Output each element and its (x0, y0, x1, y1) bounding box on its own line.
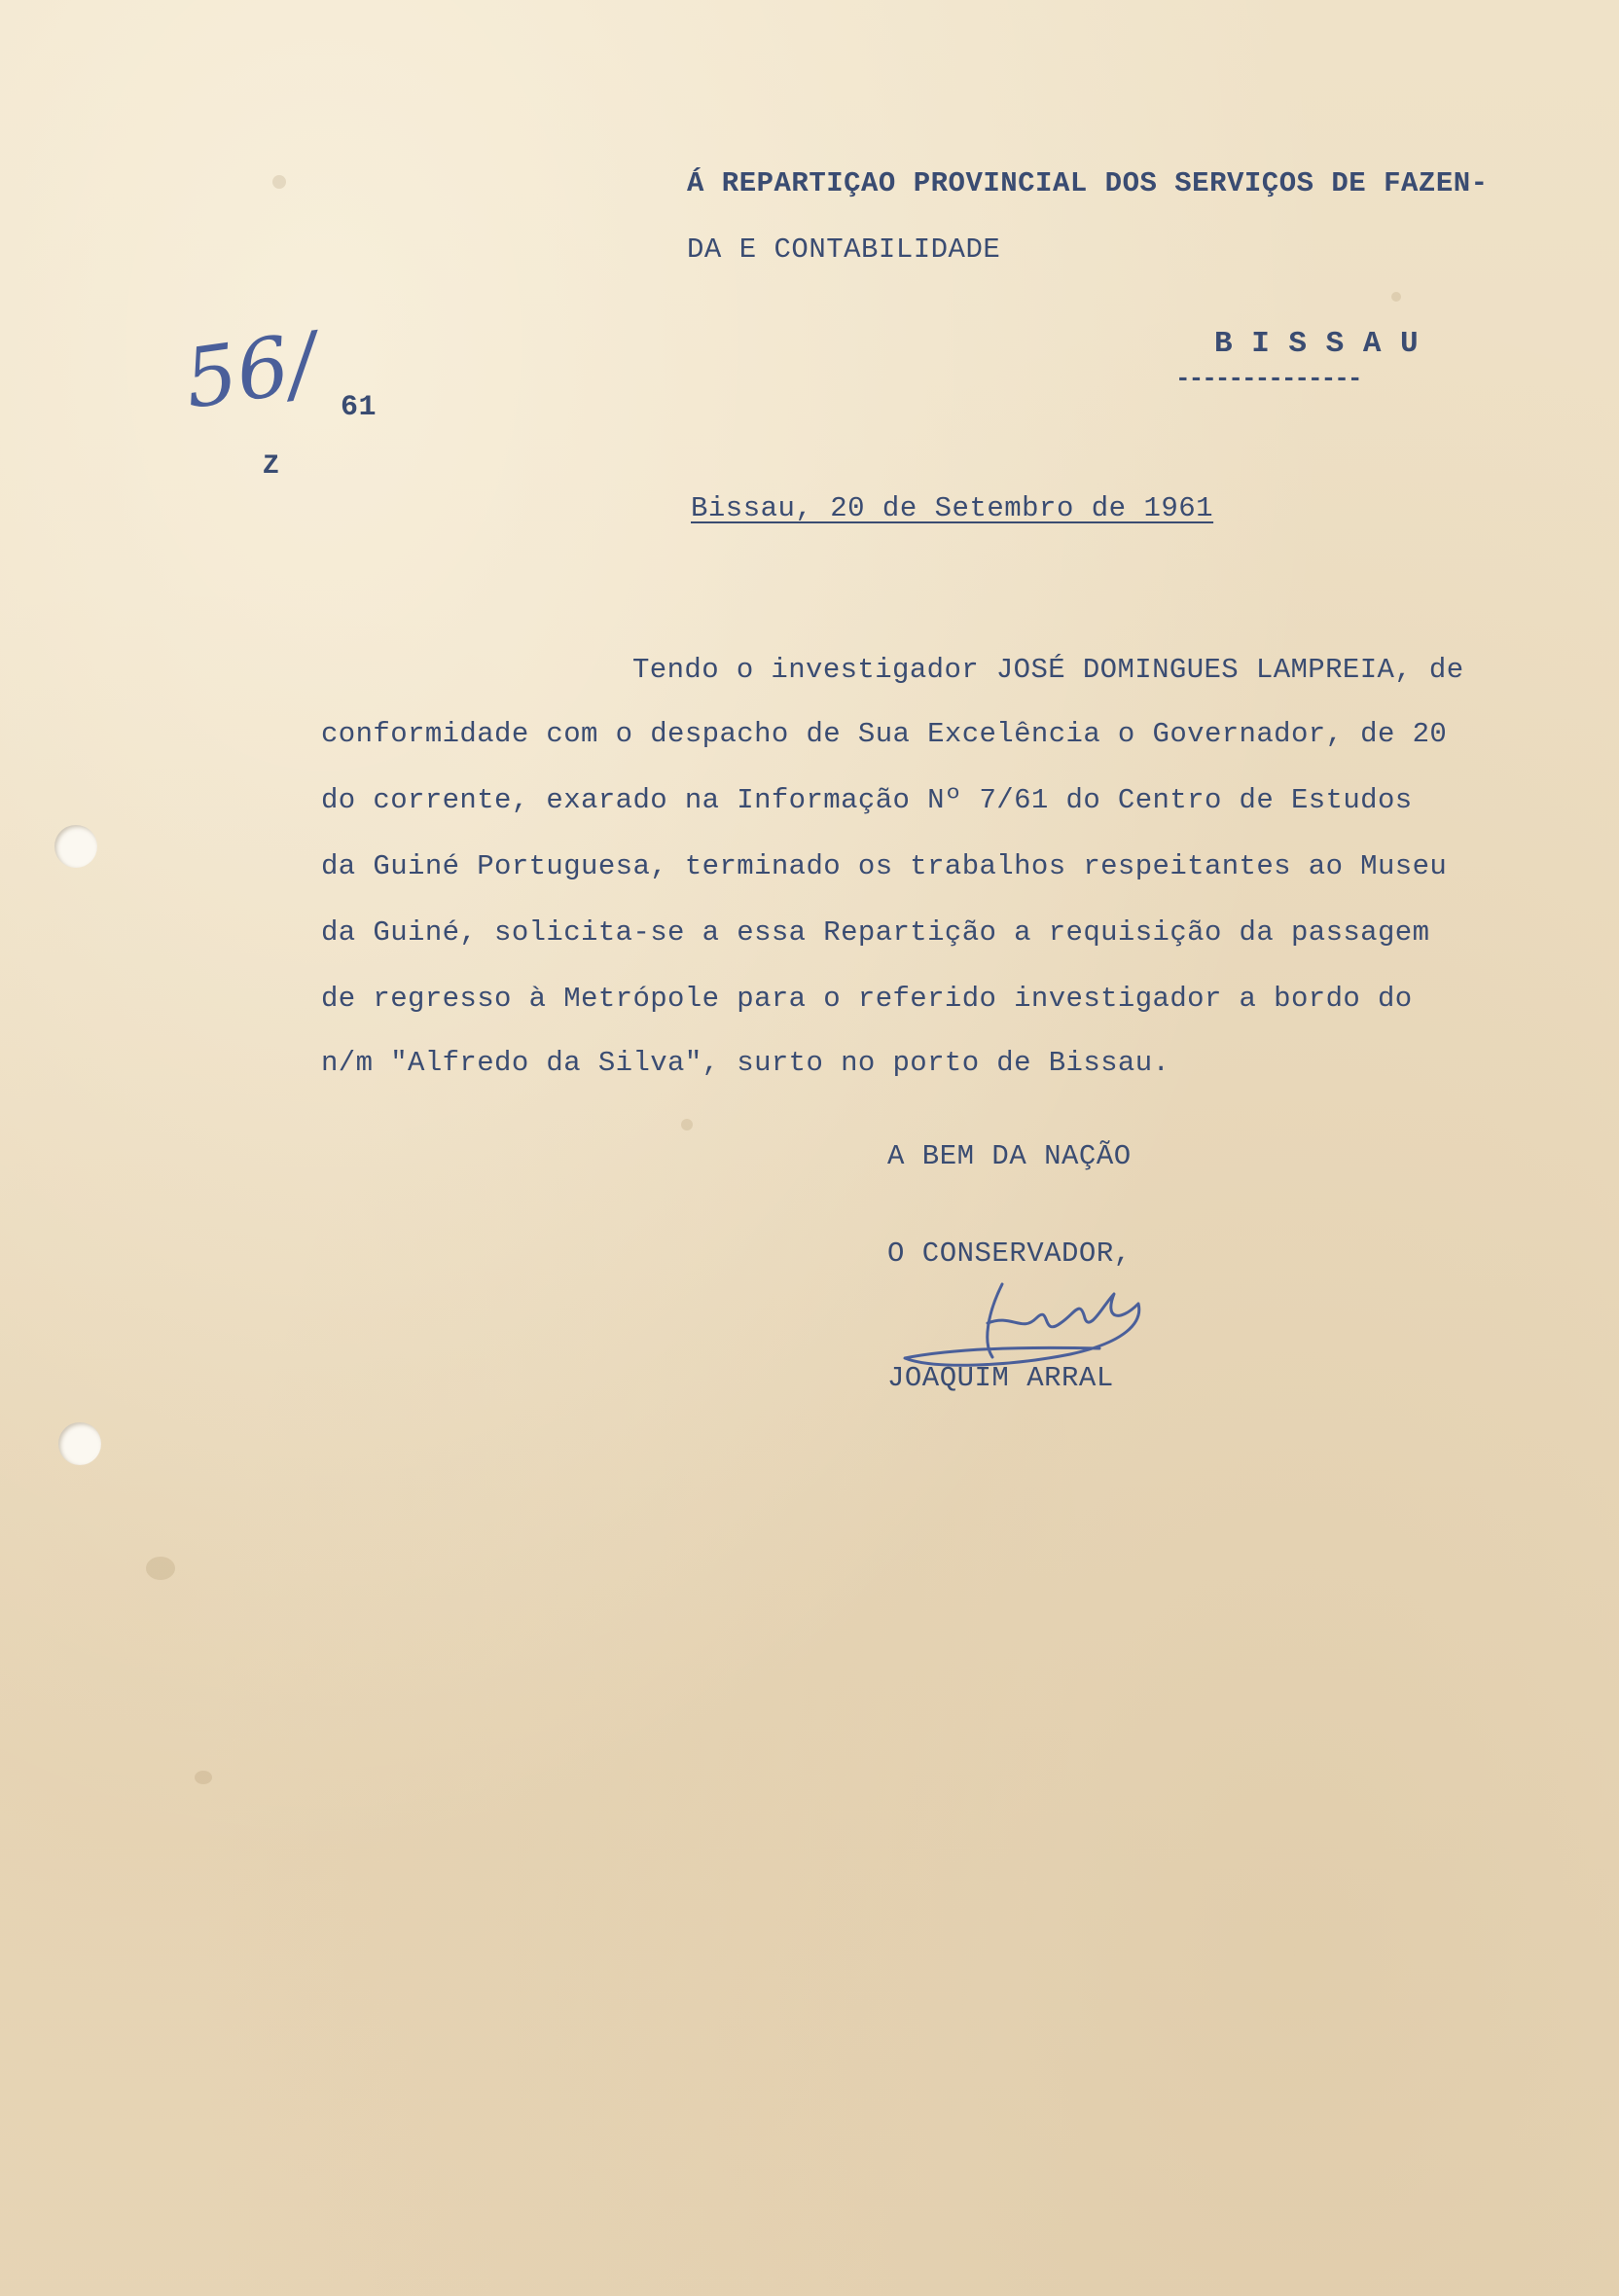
address-city: B I S S A U (1214, 327, 1420, 361)
date-line: Bissau, 20 de Setembro de 1961 (691, 492, 1214, 524)
paper-stain (146, 1557, 175, 1580)
closing-salutation: A BEM DA NAÇÃO (887, 1140, 1132, 1172)
punch-hole-top (54, 825, 97, 868)
closing-name: JOAQUIM ARRAL (887, 1362, 1114, 1394)
body-line: da Guiné Portuguesa, terminado os trabalhos respeitantes ao Museu (321, 850, 1448, 882)
paper-stain (272, 175, 286, 189)
closing-role: O CONSERVADOR, (887, 1238, 1132, 1270)
body-line: de regresso à Metrópole para o referido investigador a bordo do (321, 983, 1413, 1015)
body-line: conformidade com o despacho de Sua Excelência o Governador, de 20 (321, 718, 1448, 750)
punch-hole-bottom (58, 1422, 101, 1465)
paper-stain (1391, 292, 1401, 302)
address-city-underline: -------------- (1175, 364, 1361, 393)
reference-letter: Z (263, 451, 280, 482)
handwritten-reference-number: 56/ (178, 314, 323, 427)
body-line: Tendo o investigador JOSÉ DOMINGUES LAMPREIA, de (632, 654, 1464, 686)
address-line-1: Á REPARTIÇAO PROVINCIAL DOS SERVIÇOS DE FAZEN- (687, 167, 1489, 199)
body-line: do corrente, exarado na Informação Nº 7/61 do Centro de Estudos (321, 784, 1413, 816)
paper-stain (195, 1771, 212, 1784)
address-line-2: DA E CONTABILIDADE (687, 233, 1001, 266)
reference-year: 61 (341, 391, 378, 424)
body-line: n/m "Alfredo da Silva", surto no porto de Bissau. (321, 1047, 1170, 1079)
paper-stain (681, 1119, 693, 1130)
body-line: da Guiné, solicita-se a essa Repartição a requisição da passagem (321, 916, 1430, 949)
